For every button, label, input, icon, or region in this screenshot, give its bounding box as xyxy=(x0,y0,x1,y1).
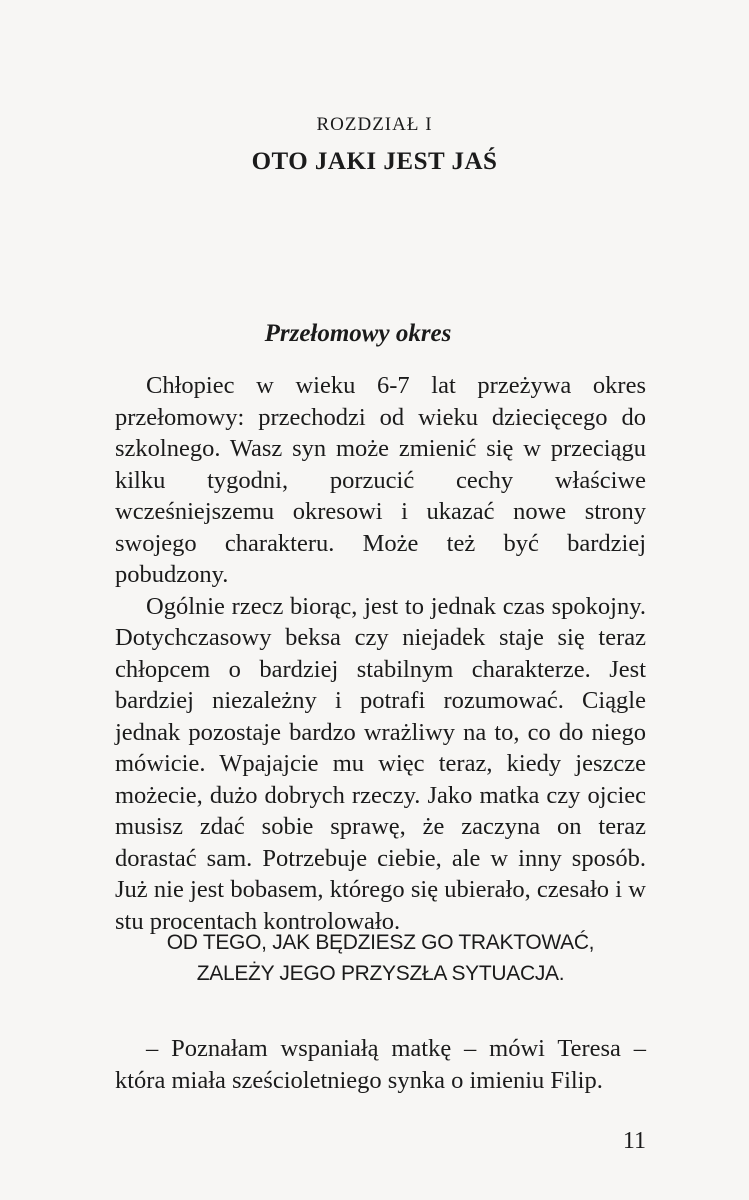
quote-text xyxy=(115,1033,646,1096)
paragraph: Ogólnie rzecz biorąc, jest to jednak czas spokojny. Dotychczasowy beksa czy niejadek staje się teraz chłopcem o bardziej stabilnym charakterze. Jest bardziej niezależny i potrafi rozumować. Ciągle jednak pozostaje bardzo wrażliwy na to, co do niego mówicie. Wpajajcie mu więc teraz, kiedy jeszcze możecie, dużo dobrych rzeczy. Jako matka czy ojciec musisz zdać sobie sprawę, że zaczyna on teraz dorastać sam. Potrzebuje ciebie, ale w inny sposób. Już nie jest bobasem, którego się ubierało, czesało i w stu procentach kontrolowało. xyxy=(115,592,646,935)
body-text xyxy=(115,370,646,937)
callout-line: ZALEŻY JEGO PRZYSZŁA SYTUACJA. xyxy=(196,962,565,985)
page-number: 11 xyxy=(622,1128,646,1154)
callout-line: OD TEGO, JAK BĘDZIESZ GO TRAKTOWAĆ, xyxy=(166,931,595,954)
highlight-callout xyxy=(115,927,646,989)
section-title: Przełomowy okres xyxy=(264,320,452,347)
chapter-title: OTO JAKI JEST JAŚ xyxy=(251,148,498,175)
chapter-label: ROZDZIAŁ I xyxy=(316,114,433,135)
paragraph: – Poznałam wspaniałą matkę – mówi Teresa – która miała sześcioletniego synka o imieniu Filip. xyxy=(115,1035,646,1094)
paragraph: Chłopiec w wieku 6-7 lat przeżywa okres przełomowy: przechodzi od wieku dziecięcego do szkolnego. Wasz syn może zmienić się w przeciągu kilku tygodni, porzucić cechy właściwe wcześniejszemu okresowi i ukazać nowe strony swojego charakteru. Może też być bardziej pobudzony. xyxy=(115,372,646,588)
